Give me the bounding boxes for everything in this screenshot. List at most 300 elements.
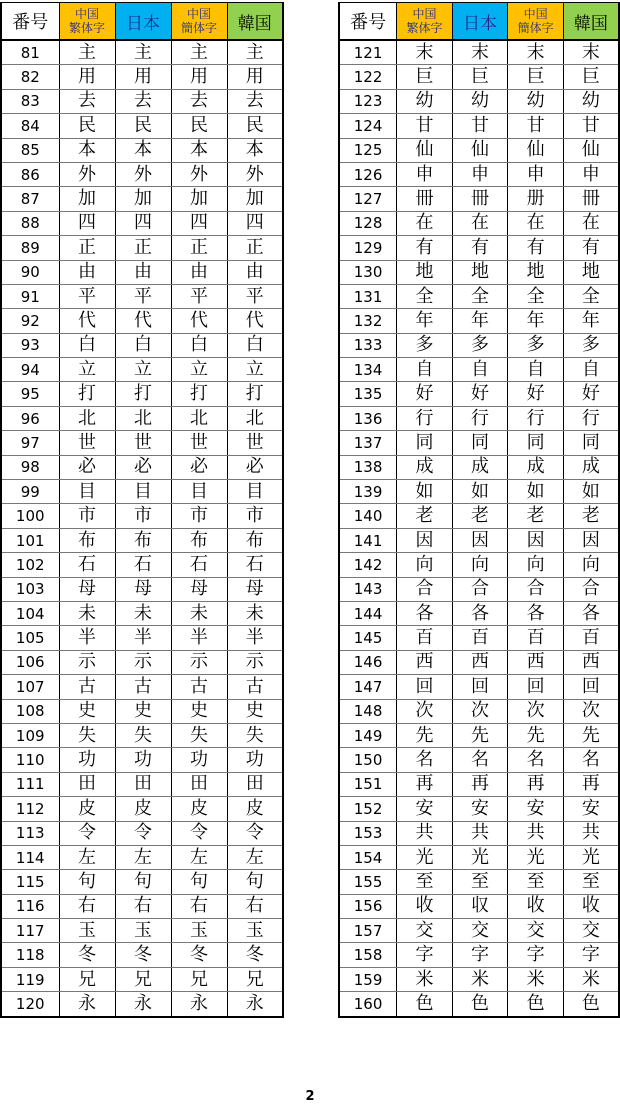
cell-china-simplified: 主 bbox=[171, 40, 227, 65]
table-row bbox=[339, 528, 619, 552]
cell-korea: 打 bbox=[227, 382, 283, 406]
cell-china-traditional: 再 bbox=[397, 772, 453, 796]
table-row bbox=[1, 967, 283, 991]
cell-china-traditional: 平 bbox=[59, 284, 115, 308]
cell-china-traditional: 本 bbox=[59, 138, 115, 162]
table-row bbox=[339, 919, 619, 943]
table-row bbox=[1, 797, 283, 821]
cell-korea: 仙 bbox=[563, 138, 619, 162]
cell-number: 116 bbox=[1, 894, 59, 918]
cell-china-traditional: 半 bbox=[59, 626, 115, 650]
cell-korea: 色 bbox=[563, 992, 619, 1017]
cell-china-simplified: 玉 bbox=[171, 919, 227, 943]
table-row bbox=[339, 772, 619, 796]
table-row bbox=[339, 89, 619, 113]
cell-china-simplified: 本 bbox=[171, 138, 227, 162]
cell-korea: 四 bbox=[227, 211, 283, 235]
table-row bbox=[339, 114, 619, 138]
table-row bbox=[339, 455, 619, 479]
cell-korea: 冬 bbox=[227, 943, 283, 967]
cell-japan: 年 bbox=[452, 309, 508, 333]
cell-china-traditional: 交 bbox=[397, 919, 453, 943]
cell-china-traditional: 仙 bbox=[397, 138, 453, 162]
cell-number: 88 bbox=[1, 211, 59, 235]
cell-japan: 代 bbox=[115, 309, 171, 333]
cell-china-traditional: 西 bbox=[397, 650, 453, 674]
cell-china-traditional: 母 bbox=[59, 577, 115, 601]
cell-korea: 收 bbox=[563, 894, 619, 918]
cell-number: 112 bbox=[1, 797, 59, 821]
cell-china-simplified: 名 bbox=[508, 748, 564, 772]
cell-china-traditional: 示 bbox=[59, 650, 115, 674]
cell-japan: 正 bbox=[115, 236, 171, 260]
cell-china-traditional: 如 bbox=[397, 480, 453, 504]
cell-china-traditional: 市 bbox=[59, 504, 115, 528]
cell-china-simplified: 册 bbox=[508, 187, 564, 211]
cell-china-simplified: 字 bbox=[508, 943, 564, 967]
cell-number: 81 bbox=[1, 40, 59, 65]
cell-china-simplified: 失 bbox=[171, 723, 227, 747]
cell-china-simplified: 全 bbox=[508, 284, 564, 308]
table-row bbox=[339, 40, 619, 65]
cell-china-simplified: 年 bbox=[508, 309, 564, 333]
cell-korea: 字 bbox=[563, 943, 619, 967]
table-row bbox=[1, 333, 283, 357]
cell-number: 130 bbox=[339, 260, 397, 284]
cell-china-traditional: 在 bbox=[397, 211, 453, 235]
table-row bbox=[339, 382, 619, 406]
cell-japan: 在 bbox=[452, 211, 508, 235]
cell-china-traditional: 多 bbox=[397, 333, 453, 357]
cell-korea: 未 bbox=[227, 601, 283, 625]
cell-china-traditional: 民 bbox=[59, 114, 115, 138]
cell-japan: 白 bbox=[115, 333, 171, 357]
cell-number: 157 bbox=[339, 919, 397, 943]
cell-number: 100 bbox=[1, 504, 59, 528]
cell-korea: 民 bbox=[227, 114, 283, 138]
cell-number: 106 bbox=[1, 650, 59, 674]
cell-korea: 田 bbox=[227, 772, 283, 796]
cell-japan: 北 bbox=[115, 406, 171, 430]
cell-number: 104 bbox=[1, 601, 59, 625]
cell-number: 129 bbox=[339, 236, 397, 260]
header-korea: 韓国 bbox=[563, 3, 619, 41]
header-japan: 日本 bbox=[115, 3, 171, 41]
table-row bbox=[1, 382, 283, 406]
cell-korea: 至 bbox=[563, 870, 619, 894]
table-row bbox=[1, 601, 283, 625]
cell-china-simplified: 目 bbox=[171, 480, 227, 504]
cell-china-traditional: 外 bbox=[59, 162, 115, 186]
cell-japan: 百 bbox=[452, 626, 508, 650]
table-row bbox=[339, 480, 619, 504]
cell-china-traditional: 色 bbox=[397, 992, 453, 1017]
header-number: 番号 bbox=[339, 3, 397, 41]
cell-korea: 去 bbox=[227, 89, 283, 113]
kanji-table-right bbox=[338, 2, 620, 1018]
cell-number: 141 bbox=[339, 528, 397, 552]
table-row bbox=[1, 138, 283, 162]
cell-china-traditional: 地 bbox=[397, 260, 453, 284]
cell-japan: 立 bbox=[115, 358, 171, 382]
cell-china-simplified: 多 bbox=[508, 333, 564, 357]
cell-china-simplified: 半 bbox=[171, 626, 227, 650]
cell-japan: 加 bbox=[115, 187, 171, 211]
cell-number: 145 bbox=[339, 626, 397, 650]
cell-japan: 老 bbox=[452, 504, 508, 528]
cell-number: 98 bbox=[1, 455, 59, 479]
cell-china-traditional: 因 bbox=[397, 528, 453, 552]
cell-china-traditional: 成 bbox=[397, 455, 453, 479]
cell-china-simplified: 地 bbox=[508, 260, 564, 284]
cell-number: 119 bbox=[1, 967, 59, 991]
table-row bbox=[1, 626, 283, 650]
cell-china-simplified: 老 bbox=[508, 504, 564, 528]
cell-korea: 主 bbox=[227, 40, 283, 65]
cell-number: 93 bbox=[1, 333, 59, 357]
cell-china-traditional: 同 bbox=[397, 431, 453, 455]
cell-japan: 同 bbox=[452, 431, 508, 455]
cell-korea: 平 bbox=[227, 284, 283, 308]
table-row bbox=[339, 699, 619, 723]
cell-china-simplified: 光 bbox=[508, 845, 564, 869]
cell-china-simplified: 共 bbox=[508, 821, 564, 845]
cell-number: 123 bbox=[339, 89, 397, 113]
table-row bbox=[1, 845, 283, 869]
table-row bbox=[1, 577, 283, 601]
cell-japan: 左 bbox=[115, 845, 171, 869]
table-row bbox=[1, 65, 283, 89]
table-body-left bbox=[1, 40, 283, 1017]
table-row bbox=[1, 504, 283, 528]
cell-china-simplified: 打 bbox=[171, 382, 227, 406]
cell-china-traditional: 玉 bbox=[59, 919, 115, 943]
cell-china-simplified: 世 bbox=[171, 431, 227, 455]
cell-japan: 失 bbox=[115, 723, 171, 747]
cell-china-simplified: 巨 bbox=[508, 65, 564, 89]
cell-china-simplified: 成 bbox=[508, 455, 564, 479]
cell-korea: 兄 bbox=[227, 967, 283, 991]
cell-china-simplified: 石 bbox=[171, 553, 227, 577]
cell-number: 146 bbox=[339, 650, 397, 674]
cell-japan: 民 bbox=[115, 114, 171, 138]
header-japan: 日本 bbox=[452, 3, 508, 41]
cell-japan: 収 bbox=[452, 894, 508, 918]
cell-china-traditional: 回 bbox=[397, 675, 453, 699]
cell-number: 132 bbox=[339, 309, 397, 333]
cell-korea: 向 bbox=[563, 553, 619, 577]
table-row bbox=[1, 528, 283, 552]
cell-korea: 冊 bbox=[563, 187, 619, 211]
cell-korea: 由 bbox=[227, 260, 283, 284]
cell-number: 137 bbox=[339, 431, 397, 455]
cell-china-simplified: 布 bbox=[171, 528, 227, 552]
cell-japan: 巨 bbox=[452, 65, 508, 89]
table-row bbox=[339, 187, 619, 211]
cell-number: 148 bbox=[339, 699, 397, 723]
cell-korea: 交 bbox=[563, 919, 619, 943]
header-china-simplified bbox=[508, 3, 564, 41]
table-row bbox=[339, 504, 619, 528]
cell-number: 136 bbox=[339, 406, 397, 430]
table-row bbox=[1, 992, 283, 1017]
cell-korea: 光 bbox=[563, 845, 619, 869]
cell-number: 108 bbox=[1, 699, 59, 723]
cell-china-simplified: 左 bbox=[171, 845, 227, 869]
cell-japan: 向 bbox=[452, 553, 508, 577]
cell-china-simplified: 仙 bbox=[508, 138, 564, 162]
cell-korea: 右 bbox=[227, 894, 283, 918]
cell-china-traditional: 有 bbox=[397, 236, 453, 260]
cell-china-simplified: 功 bbox=[171, 748, 227, 772]
table-row bbox=[339, 577, 619, 601]
cell-china-traditional: 目 bbox=[59, 480, 115, 504]
cell-number: 99 bbox=[1, 480, 59, 504]
cell-china-traditional: 行 bbox=[397, 406, 453, 430]
cell-number: 128 bbox=[339, 211, 397, 235]
cell-japan: 去 bbox=[115, 89, 171, 113]
cell-japan: 名 bbox=[452, 748, 508, 772]
table-row bbox=[1, 821, 283, 845]
cell-korea: 申 bbox=[563, 162, 619, 186]
table-row bbox=[339, 748, 619, 772]
cell-number: 107 bbox=[1, 675, 59, 699]
cell-number: 109 bbox=[1, 723, 59, 747]
cell-korea: 用 bbox=[227, 65, 283, 89]
cell-china-simplified: 好 bbox=[508, 382, 564, 406]
cell-japan: 有 bbox=[452, 236, 508, 260]
cell-korea: 本 bbox=[227, 138, 283, 162]
cell-china-simplified: 去 bbox=[171, 89, 227, 113]
cell-korea: 市 bbox=[227, 504, 283, 528]
cell-korea: 在 bbox=[563, 211, 619, 235]
cell-japan: 未 bbox=[115, 601, 171, 625]
cell-japan: 平 bbox=[115, 284, 171, 308]
cell-japan: 回 bbox=[452, 675, 508, 699]
table-row bbox=[339, 797, 619, 821]
cell-china-traditional: 年 bbox=[397, 309, 453, 333]
cell-china-simplified: 必 bbox=[171, 455, 227, 479]
cell-china-traditional: 立 bbox=[59, 358, 115, 382]
cell-china-traditional: 百 bbox=[397, 626, 453, 650]
cell-japan: 令 bbox=[115, 821, 171, 845]
cell-china-traditional: 安 bbox=[397, 797, 453, 821]
cell-china-traditional: 永 bbox=[59, 992, 115, 1017]
cell-korea: 巨 bbox=[563, 65, 619, 89]
cell-korea: 布 bbox=[227, 528, 283, 552]
cell-japan: 各 bbox=[452, 601, 508, 625]
cell-china-simplified: 安 bbox=[508, 797, 564, 821]
table-row bbox=[339, 260, 619, 284]
cell-japan: 必 bbox=[115, 455, 171, 479]
cell-korea: 母 bbox=[227, 577, 283, 601]
cell-korea: 米 bbox=[563, 967, 619, 991]
cell-korea: 西 bbox=[563, 650, 619, 674]
cell-china-traditional: 至 bbox=[397, 870, 453, 894]
cell-korea: 失 bbox=[227, 723, 283, 747]
cell-korea: 合 bbox=[563, 577, 619, 601]
cell-china-traditional: 失 bbox=[59, 723, 115, 747]
cell-number: 149 bbox=[339, 723, 397, 747]
cell-china-simplified: 白 bbox=[171, 333, 227, 357]
cell-china-simplified: 如 bbox=[508, 480, 564, 504]
table-row bbox=[339, 431, 619, 455]
cell-china-traditional: 由 bbox=[59, 260, 115, 284]
cell-china-traditional: 光 bbox=[397, 845, 453, 869]
cell-china-simplified: 示 bbox=[171, 650, 227, 674]
header-china-traditional-line1: 中国 bbox=[74, 7, 99, 21]
cell-number: 110 bbox=[1, 748, 59, 772]
table-body-right bbox=[339, 40, 619, 1017]
cell-china-simplified: 未 bbox=[171, 601, 227, 625]
table-row bbox=[339, 821, 619, 845]
header-china-traditional bbox=[59, 3, 115, 41]
cell-china-simplified: 至 bbox=[508, 870, 564, 894]
cell-china-traditional: 世 bbox=[59, 431, 115, 455]
cell-japan: 米 bbox=[452, 967, 508, 991]
table-row bbox=[1, 675, 283, 699]
table-row bbox=[339, 894, 619, 918]
cell-china-traditional: 北 bbox=[59, 406, 115, 430]
table-row bbox=[339, 358, 619, 382]
cell-korea: 皮 bbox=[227, 797, 283, 821]
cell-japan: 用 bbox=[115, 65, 171, 89]
cell-korea: 先 bbox=[563, 723, 619, 747]
cell-china-traditional: 正 bbox=[59, 236, 115, 260]
cell-china-simplified: 由 bbox=[171, 260, 227, 284]
cell-number: 133 bbox=[339, 333, 397, 357]
cell-number: 113 bbox=[1, 821, 59, 845]
cell-japan: 石 bbox=[115, 553, 171, 577]
cell-china-traditional: 字 bbox=[397, 943, 453, 967]
cell-china-simplified: 同 bbox=[508, 431, 564, 455]
cell-korea: 全 bbox=[563, 284, 619, 308]
cell-china-traditional: 冊 bbox=[397, 187, 453, 211]
cell-china-traditional: 史 bbox=[59, 699, 115, 723]
cell-china-traditional: 功 bbox=[59, 748, 115, 772]
cell-china-traditional: 名 bbox=[397, 748, 453, 772]
cell-china-traditional: 巨 bbox=[397, 65, 453, 89]
cell-china-simplified: 次 bbox=[508, 699, 564, 723]
cell-china-simplified: 加 bbox=[171, 187, 227, 211]
cell-china-traditional: 代 bbox=[59, 309, 115, 333]
header-china-traditional-line2: 繁体字 bbox=[406, 21, 443, 35]
cell-japan: 次 bbox=[452, 699, 508, 723]
cell-china-traditional: 去 bbox=[59, 89, 115, 113]
table-header-row bbox=[339, 3, 619, 41]
cell-china-simplified: 在 bbox=[508, 211, 564, 235]
cell-china-traditional: 先 bbox=[397, 723, 453, 747]
cell-number: 115 bbox=[1, 870, 59, 894]
cell-china-simplified: 西 bbox=[508, 650, 564, 674]
cell-china-traditional: 布 bbox=[59, 528, 115, 552]
cell-china-simplified: 申 bbox=[508, 162, 564, 186]
table-row bbox=[1, 480, 283, 504]
cell-china-simplified: 有 bbox=[508, 236, 564, 260]
cell-korea: 立 bbox=[227, 358, 283, 382]
cell-japan: 田 bbox=[115, 772, 171, 796]
cell-number: 158 bbox=[339, 943, 397, 967]
cell-japan: 先 bbox=[452, 723, 508, 747]
cell-china-simplified: 立 bbox=[171, 358, 227, 382]
cell-china-traditional: 兄 bbox=[59, 967, 115, 991]
cell-number: 97 bbox=[1, 431, 59, 455]
cell-number: 159 bbox=[339, 967, 397, 991]
cell-china-traditional: 收 bbox=[397, 894, 453, 918]
cell-japan: 西 bbox=[452, 650, 508, 674]
cell-china-simplified: 末 bbox=[508, 40, 564, 65]
table-row bbox=[339, 333, 619, 357]
cell-china-traditional: 左 bbox=[59, 845, 115, 869]
cell-china-simplified: 各 bbox=[508, 601, 564, 625]
cell-china-traditional: 未 bbox=[59, 601, 115, 625]
cell-korea: 有 bbox=[563, 236, 619, 260]
cell-china-simplified: 幼 bbox=[508, 89, 564, 113]
cell-korea: 行 bbox=[563, 406, 619, 430]
cell-korea: 各 bbox=[563, 601, 619, 625]
cell-japan: 皮 bbox=[115, 797, 171, 821]
header-china-simplified bbox=[171, 3, 227, 41]
cell-number: 155 bbox=[339, 870, 397, 894]
cell-korea: 因 bbox=[563, 528, 619, 552]
cell-korea: 老 bbox=[563, 504, 619, 528]
cell-number: 94 bbox=[1, 358, 59, 382]
cell-japan: 句 bbox=[115, 870, 171, 894]
cell-japan: 光 bbox=[452, 845, 508, 869]
cell-china-simplified: 外 bbox=[171, 162, 227, 186]
cell-number: 101 bbox=[1, 528, 59, 552]
cell-korea: 示 bbox=[227, 650, 283, 674]
cell-korea: 永 bbox=[227, 992, 283, 1017]
cell-china-traditional: 向 bbox=[397, 553, 453, 577]
table-row bbox=[1, 309, 283, 333]
table-row bbox=[1, 919, 283, 943]
cell-china-traditional: 令 bbox=[59, 821, 115, 845]
cell-number: 147 bbox=[339, 675, 397, 699]
cell-china-simplified: 母 bbox=[171, 577, 227, 601]
header-china-simplified-line1: 中国 bbox=[186, 7, 211, 21]
cell-korea: 令 bbox=[227, 821, 283, 845]
cell-number: 139 bbox=[339, 480, 397, 504]
table-row bbox=[1, 89, 283, 113]
table-row bbox=[339, 723, 619, 747]
cell-korea: 同 bbox=[563, 431, 619, 455]
cell-china-simplified: 回 bbox=[508, 675, 564, 699]
cell-japan: 外 bbox=[115, 162, 171, 186]
cell-korea: 目 bbox=[227, 480, 283, 504]
cell-china-traditional: 甘 bbox=[397, 114, 453, 138]
cell-korea: 如 bbox=[563, 480, 619, 504]
cell-korea: 成 bbox=[563, 455, 619, 479]
cell-japan: 地 bbox=[452, 260, 508, 284]
table-row bbox=[339, 65, 619, 89]
cell-number: 91 bbox=[1, 284, 59, 308]
table-row bbox=[339, 870, 619, 894]
cell-china-traditional: 米 bbox=[397, 967, 453, 991]
table-row bbox=[339, 236, 619, 260]
cell-japan: 布 bbox=[115, 528, 171, 552]
cell-japan: 成 bbox=[452, 455, 508, 479]
table-row bbox=[339, 845, 619, 869]
table-row bbox=[1, 772, 283, 796]
cell-china-simplified: 令 bbox=[171, 821, 227, 845]
cell-korea: 功 bbox=[227, 748, 283, 772]
cell-korea: 世 bbox=[227, 431, 283, 455]
cell-china-simplified: 史 bbox=[171, 699, 227, 723]
cell-japan: 末 bbox=[452, 40, 508, 65]
cell-japan: 由 bbox=[115, 260, 171, 284]
cell-china-traditional: 幼 bbox=[397, 89, 453, 113]
